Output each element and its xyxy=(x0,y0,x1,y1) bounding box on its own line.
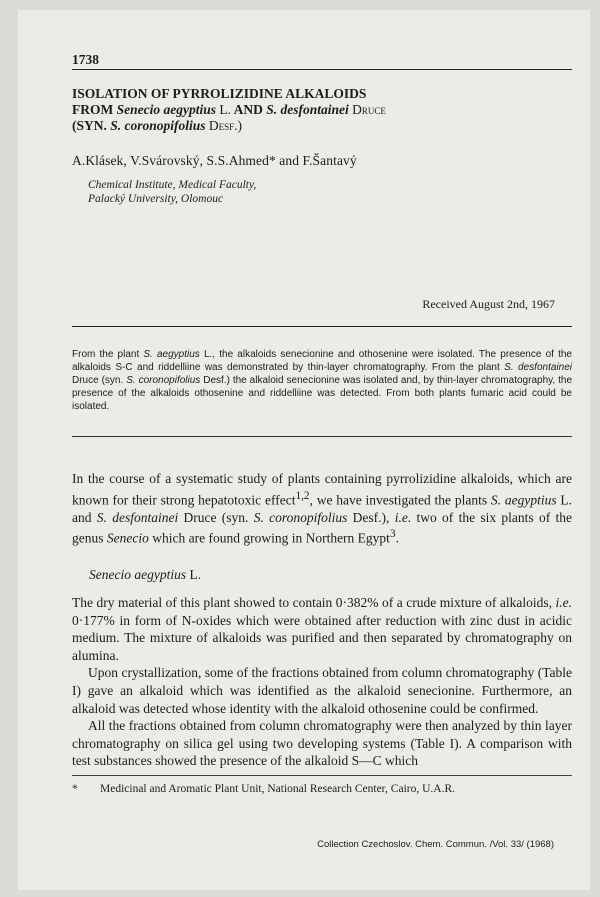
body-text: , we have investigated the plants xyxy=(309,492,491,508)
species-name: Senecio aegyptius xyxy=(116,102,216,117)
body-text: i.e. xyxy=(555,595,572,610)
title-text: FROM xyxy=(72,102,117,117)
abstract-text: Druce (syn. xyxy=(72,375,127,386)
species-name: S. desfontainei xyxy=(96,509,179,525)
section-heading xyxy=(89,567,201,583)
author-abbrev: Druce xyxy=(348,102,386,117)
body-text: Druce (syn. xyxy=(178,509,254,525)
section-body xyxy=(72,594,572,770)
footnote xyxy=(72,783,572,795)
footnote-rule xyxy=(72,775,572,776)
body-paragraph: Upon crystallization, some of the fractions obtained from column chromatography (Table I) gave an alkaloid which was identified as the alkaloid senecionine. Furthermore, an alkaloid was detected whose identity with the alkaloid othosenine could be confirmed. xyxy=(72,665,572,716)
body-text: The dry material of this plant showed to contain 0·382% of a crude mixture of alkaloids, xyxy=(72,595,556,610)
affiliation xyxy=(88,178,256,206)
species-name: S. aegyptius xyxy=(490,492,557,508)
body-text: which are found growing in Northern Egypt xyxy=(148,530,390,546)
body-paragraph xyxy=(72,594,572,664)
body-text: Desf.), xyxy=(347,509,395,525)
affiliation-line: Palacký University, Olomouc xyxy=(88,193,224,205)
authors: A.Klásek, V.Svárovský, S.S.Ahmed* and F.Šantavý xyxy=(72,153,357,168)
article-title xyxy=(72,86,552,134)
footnote-mark: * xyxy=(72,783,78,795)
title-text: (SYN. xyxy=(72,118,111,133)
abstract-text: From the plant xyxy=(72,349,144,360)
author-abbrev: Desf.) xyxy=(205,118,243,133)
species-name: S. desfontainei xyxy=(504,362,572,373)
paper-page xyxy=(18,10,590,890)
genus-name: Senecio xyxy=(106,530,149,546)
species-name: S. aegyptius xyxy=(143,349,200,360)
author-abbrev: L. xyxy=(186,567,202,582)
intro-paragraph xyxy=(72,470,572,547)
footnote-text: Medicinal and Aromatic Plant Unit, National Research Center, Cairo, U.A.R. xyxy=(100,783,455,795)
journal-citation: Collection Czechoslov. Chem. Commun. /Vol. 33/ (1968) xyxy=(317,839,554,850)
abstract-text: Desf.) the alkaloid senecionine was isolated and, by thin-layer chromatography, the presence of the alkaloids othosenine and riddelliine was detected. From both plants fumaric acid could be isolated. xyxy=(72,375,573,412)
abstract-text: L., the alkaloids senecionine and othosenine were isolated. The presence of the alkaloids S-C and riddelliine was demonstrated by thin-layer chromatography. From the plant xyxy=(72,349,572,373)
species-name: S. coronopifolius xyxy=(126,375,201,386)
body-text: two of the six plants of the genus xyxy=(72,509,572,546)
body-text: L. and xyxy=(72,492,573,525)
body-text: In the course of a systematic study of plants containing pyrrolizidine alkaloids, which are known for their strong hepatotoxic effect xyxy=(72,471,572,508)
received-date: Received August 2nd, 1967 xyxy=(422,297,555,311)
species-name: S. coronopifolius xyxy=(110,118,206,133)
title-line-2 xyxy=(72,102,552,118)
body-text: i.e. xyxy=(394,509,412,525)
body-paragraph: All the fractions obtained from column chromatography were then analyzed by thin layer chromatography on silica gel using two developing systems (Table I). A comparison with test substances showed the presence of the alkaloid S—C which xyxy=(72,718,572,769)
citation-ref: 1,2 xyxy=(295,489,310,502)
citation-ref: 3 xyxy=(389,528,396,541)
title-line-1: ISOLATION OF PYRROLIZIDINE ALKALOIDS xyxy=(72,86,367,101)
abstract-bottom-rule xyxy=(72,436,572,437)
header-rule xyxy=(72,69,572,70)
species-name: S. desfontainei xyxy=(266,102,349,117)
affiliation-line: Chemical Institute, Medical Faculty, xyxy=(88,179,257,191)
body-text: 0·177% in form of N-oxides which were obtained after reduction with zinc dust in acidic medium. The mixture of alkaloids was purified and then separated by chromatography on alumina. xyxy=(72,612,572,663)
title-line-3 xyxy=(72,118,552,134)
page-number: 1738 xyxy=(72,52,99,67)
abstract-top-rule xyxy=(72,326,572,327)
abstract xyxy=(72,348,572,413)
title-text: AND xyxy=(231,102,267,117)
body-text: . xyxy=(395,530,399,546)
author-abbrev: L. xyxy=(216,102,231,117)
species-name: S. coronopifolius xyxy=(253,509,348,525)
species-name: Senecio aegyptius xyxy=(89,567,187,582)
